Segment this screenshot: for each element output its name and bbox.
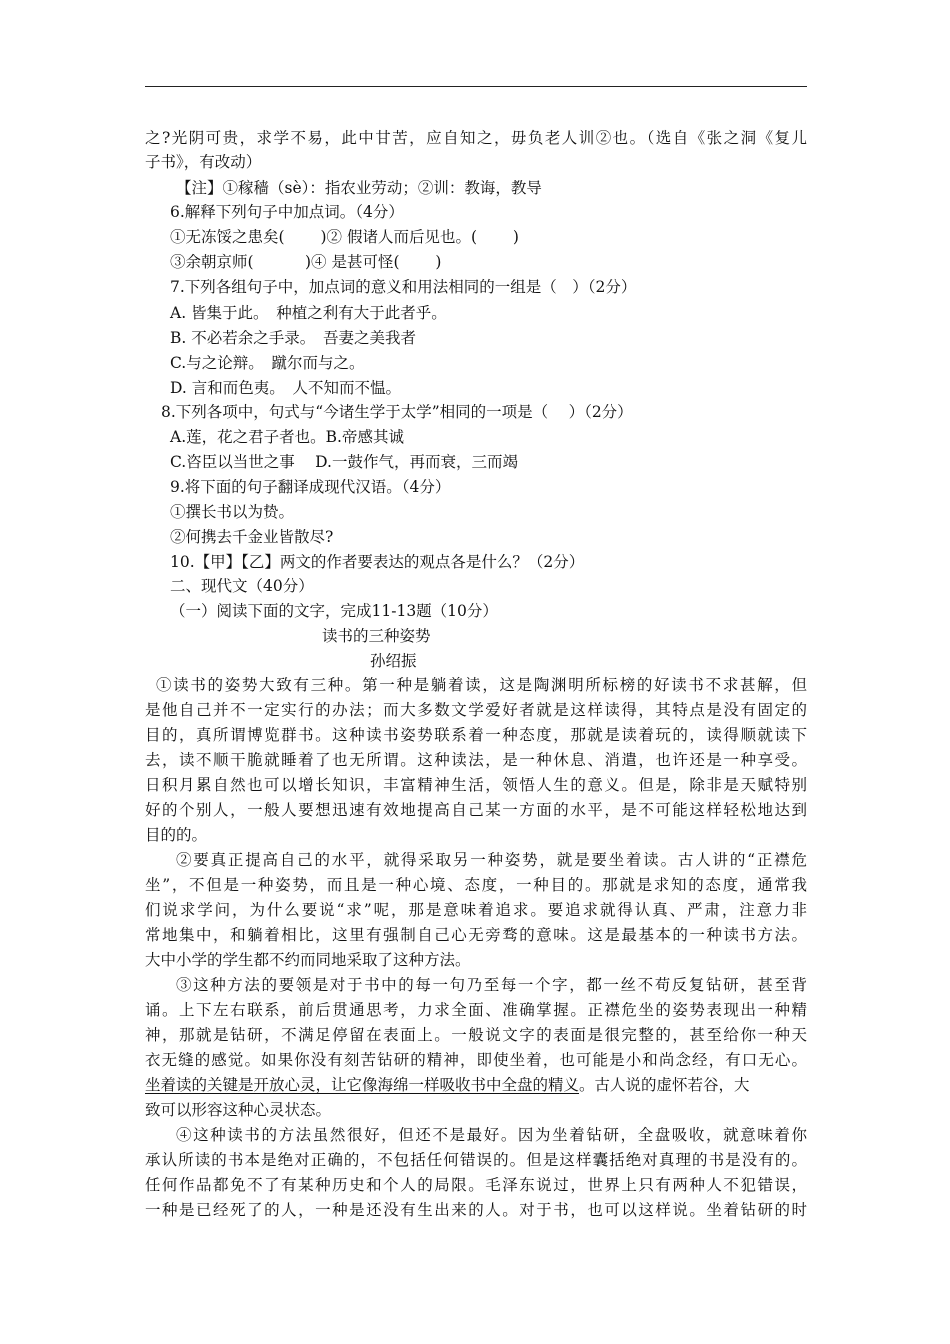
paragraph-3-line-3: 神，那就是钻研，不满足停留在表面上。一般说文字的表面是很完整的，甚至给你一种天 bbox=[145, 1026, 807, 1044]
paragraph-2-line-1: ②要真正提高自己的水平，就得采取另一种姿势，就是要坐着读。古人讲的“正襟危 bbox=[176, 851, 807, 869]
question-6-items-2: ③余朝京师( )④ 是甚可怪( ) bbox=[170, 253, 442, 271]
paragraph-4-line-1: ④这种读书的方法虽然很好，但还不是最好。因为坐着钻研，全盘吸收，就意味着你 bbox=[176, 1126, 807, 1144]
paragraph-2-line-2: 坐”，不但是一种姿势，而且是一种心境、态度，一种目的。那就是求知的态度，通常我 bbox=[145, 876, 807, 894]
paragraph-4-line-2: 承认所读的书本是绝对正确的，不包括任何错误的。但是这样囊括绝对真理的书是没有的。 bbox=[145, 1151, 807, 1169]
question-8: 8.下列各项中，句式与“今诸生学于太学”相同的一项是（ ）（2分） bbox=[161, 403, 633, 421]
paragraph-1-line-6: 好的个别人，一般人要想迅速有效地提高自己某一方面的水平，是不可能这样轻松地达到 bbox=[145, 801, 807, 819]
paragraph-1-line-3: 目的，真所谓博览群书。这种读书姿势联系着一种态度，那就是读着玩的，读得顺就读下 bbox=[145, 726, 807, 744]
question-7-option-d: D. 言和而色夷。 人不知而不愠。 bbox=[170, 379, 401, 397]
header-rule bbox=[145, 86, 807, 87]
underlined-sentence: 坐着读的关键是开放心灵，让它像海绵一样吸收书中全盘的精义 bbox=[145, 1076, 580, 1094]
paragraph-2-line-3: 们说求学问，为什么要说“求”呢，那是意味着追求。要追求就得认真、严肃，注意力非 bbox=[145, 901, 807, 919]
paragraph-3-line-6: 致可以形容这种心灵状态。 bbox=[145, 1101, 332, 1119]
classical-text-line-2: 子书》，有改动） bbox=[145, 153, 262, 171]
reading-instructions: （一）阅读下面的文字，完成11-13题（10分） bbox=[170, 602, 498, 620]
question-7-option-b: B. 不必若余之手录。 吾妻之美我者 bbox=[170, 329, 416, 347]
paragraph-1-line-7: 目的的。 bbox=[145, 826, 208, 844]
question-9-item-2: ②何携去千金业皆散尽? bbox=[170, 528, 334, 546]
article-author: 孙绍振 bbox=[370, 652, 417, 670]
question-8-options-cd: C.咨臣以当世之事 D.一鼓作气，再而衰，三而竭 bbox=[170, 453, 518, 471]
question-6-items-1: ①无冻馁之患矣( )② 假诸人而后见也。( ) bbox=[170, 228, 519, 246]
paragraph-3-line-5 bbox=[145, 1074, 750, 1096]
annotation-note: 【注】①稼穑（sè）：指农业劳动；②训：教诲，教导 bbox=[176, 179, 542, 197]
paragraph-1-line-1: ①读书的姿势大致有三种。第一种是躺着读，这是陶渊明所标榜的好读书不求甚解，但 bbox=[156, 676, 807, 694]
paragraph-1-line-4: 去，读不顺干脆就睡着了也无所谓。这种读法，是一种休息、消遣，也许还是一种享受。 bbox=[145, 751, 807, 769]
question-6: 6.解释下列句子中加点词。（4分） bbox=[170, 203, 404, 221]
paragraph-1-line-5: 日积月累自然也可以增长知识，丰富精神生活，领悟人生的意义。但是，除非是天赋特别 bbox=[145, 776, 807, 794]
classical-text-line-1: 之?光阴可贵，求学不易，此中甘苦，应自知之，毋负老人训②也。（选自《张之洞《复儿 bbox=[145, 129, 807, 147]
question-8-options-ab: A.莲，花之君子者也。B.帝感其诚 bbox=[170, 428, 404, 446]
paragraph-1-line-2: 是他自己并不一定实行的办法；而大多数文学爱好者就是这样读得，其特点是没有固定的 bbox=[145, 701, 807, 719]
paragraph-3-line-5-tail: 。古人说的虚怀若谷，大 bbox=[579, 1076, 750, 1094]
paragraph-3-line-4: 衣无缝的感觉。如果你没有刻苦钻研的精神，即使坐着，也可能是小和尚念经，有口无心。 bbox=[145, 1051, 807, 1069]
question-10: 10.【甲】【乙】两文的作者要表达的观点各是什么？（2分） bbox=[170, 553, 585, 571]
paragraph-3-line-1: ③这种方法的要领是对于书中的每一句乃至每一个字，都一丝不苟反复钻研，甚至背 bbox=[176, 976, 807, 994]
paragraph-2-line-5: 大中小学的学生都不约而同地采取了这种方法。 bbox=[145, 951, 471, 969]
question-7-option-c: C.与之论辩。 蹴尔而与之。 bbox=[170, 354, 365, 372]
paragraph-3-line-2: 诵。上下左右联系，前后贯通思考，力求全面、准确掌握。正襟危坐的姿势表现出一种精 bbox=[145, 1001, 807, 1019]
question-7: 7.下列各组句子中，加点词的意义和用法相同的一组是（ ）（2分） bbox=[170, 278, 637, 296]
question-7-option-a: A. 皆集于此。 种植之利有大于此者乎。 bbox=[170, 304, 447, 322]
article-title: 读书的三种姿势 bbox=[322, 627, 431, 645]
paragraph-4-line-4: 一种是已经死了的人，一种是还没有生出来的人。对于书，也可以这样说。坐着钻研的时 bbox=[145, 1201, 807, 1219]
question-9-item-1: ①撰长书以为贽。 bbox=[170, 503, 295, 521]
paragraph-2-line-4: 常地集中，和躺着相比，这里有强制自己心无旁骛的意味。这是最基本的一种读书方法。 bbox=[145, 926, 807, 944]
paragraph-4-line-3: 任何作品都免不了有某种历史和个人的局限。毛泽东说过，世界上只有两种人不犯错误， bbox=[145, 1176, 807, 1194]
question-9: 9.将下面的句子翻译成现代汉语。（4分） bbox=[170, 478, 451, 496]
section-heading-modern: 二、现代文（40分） bbox=[170, 577, 314, 595]
